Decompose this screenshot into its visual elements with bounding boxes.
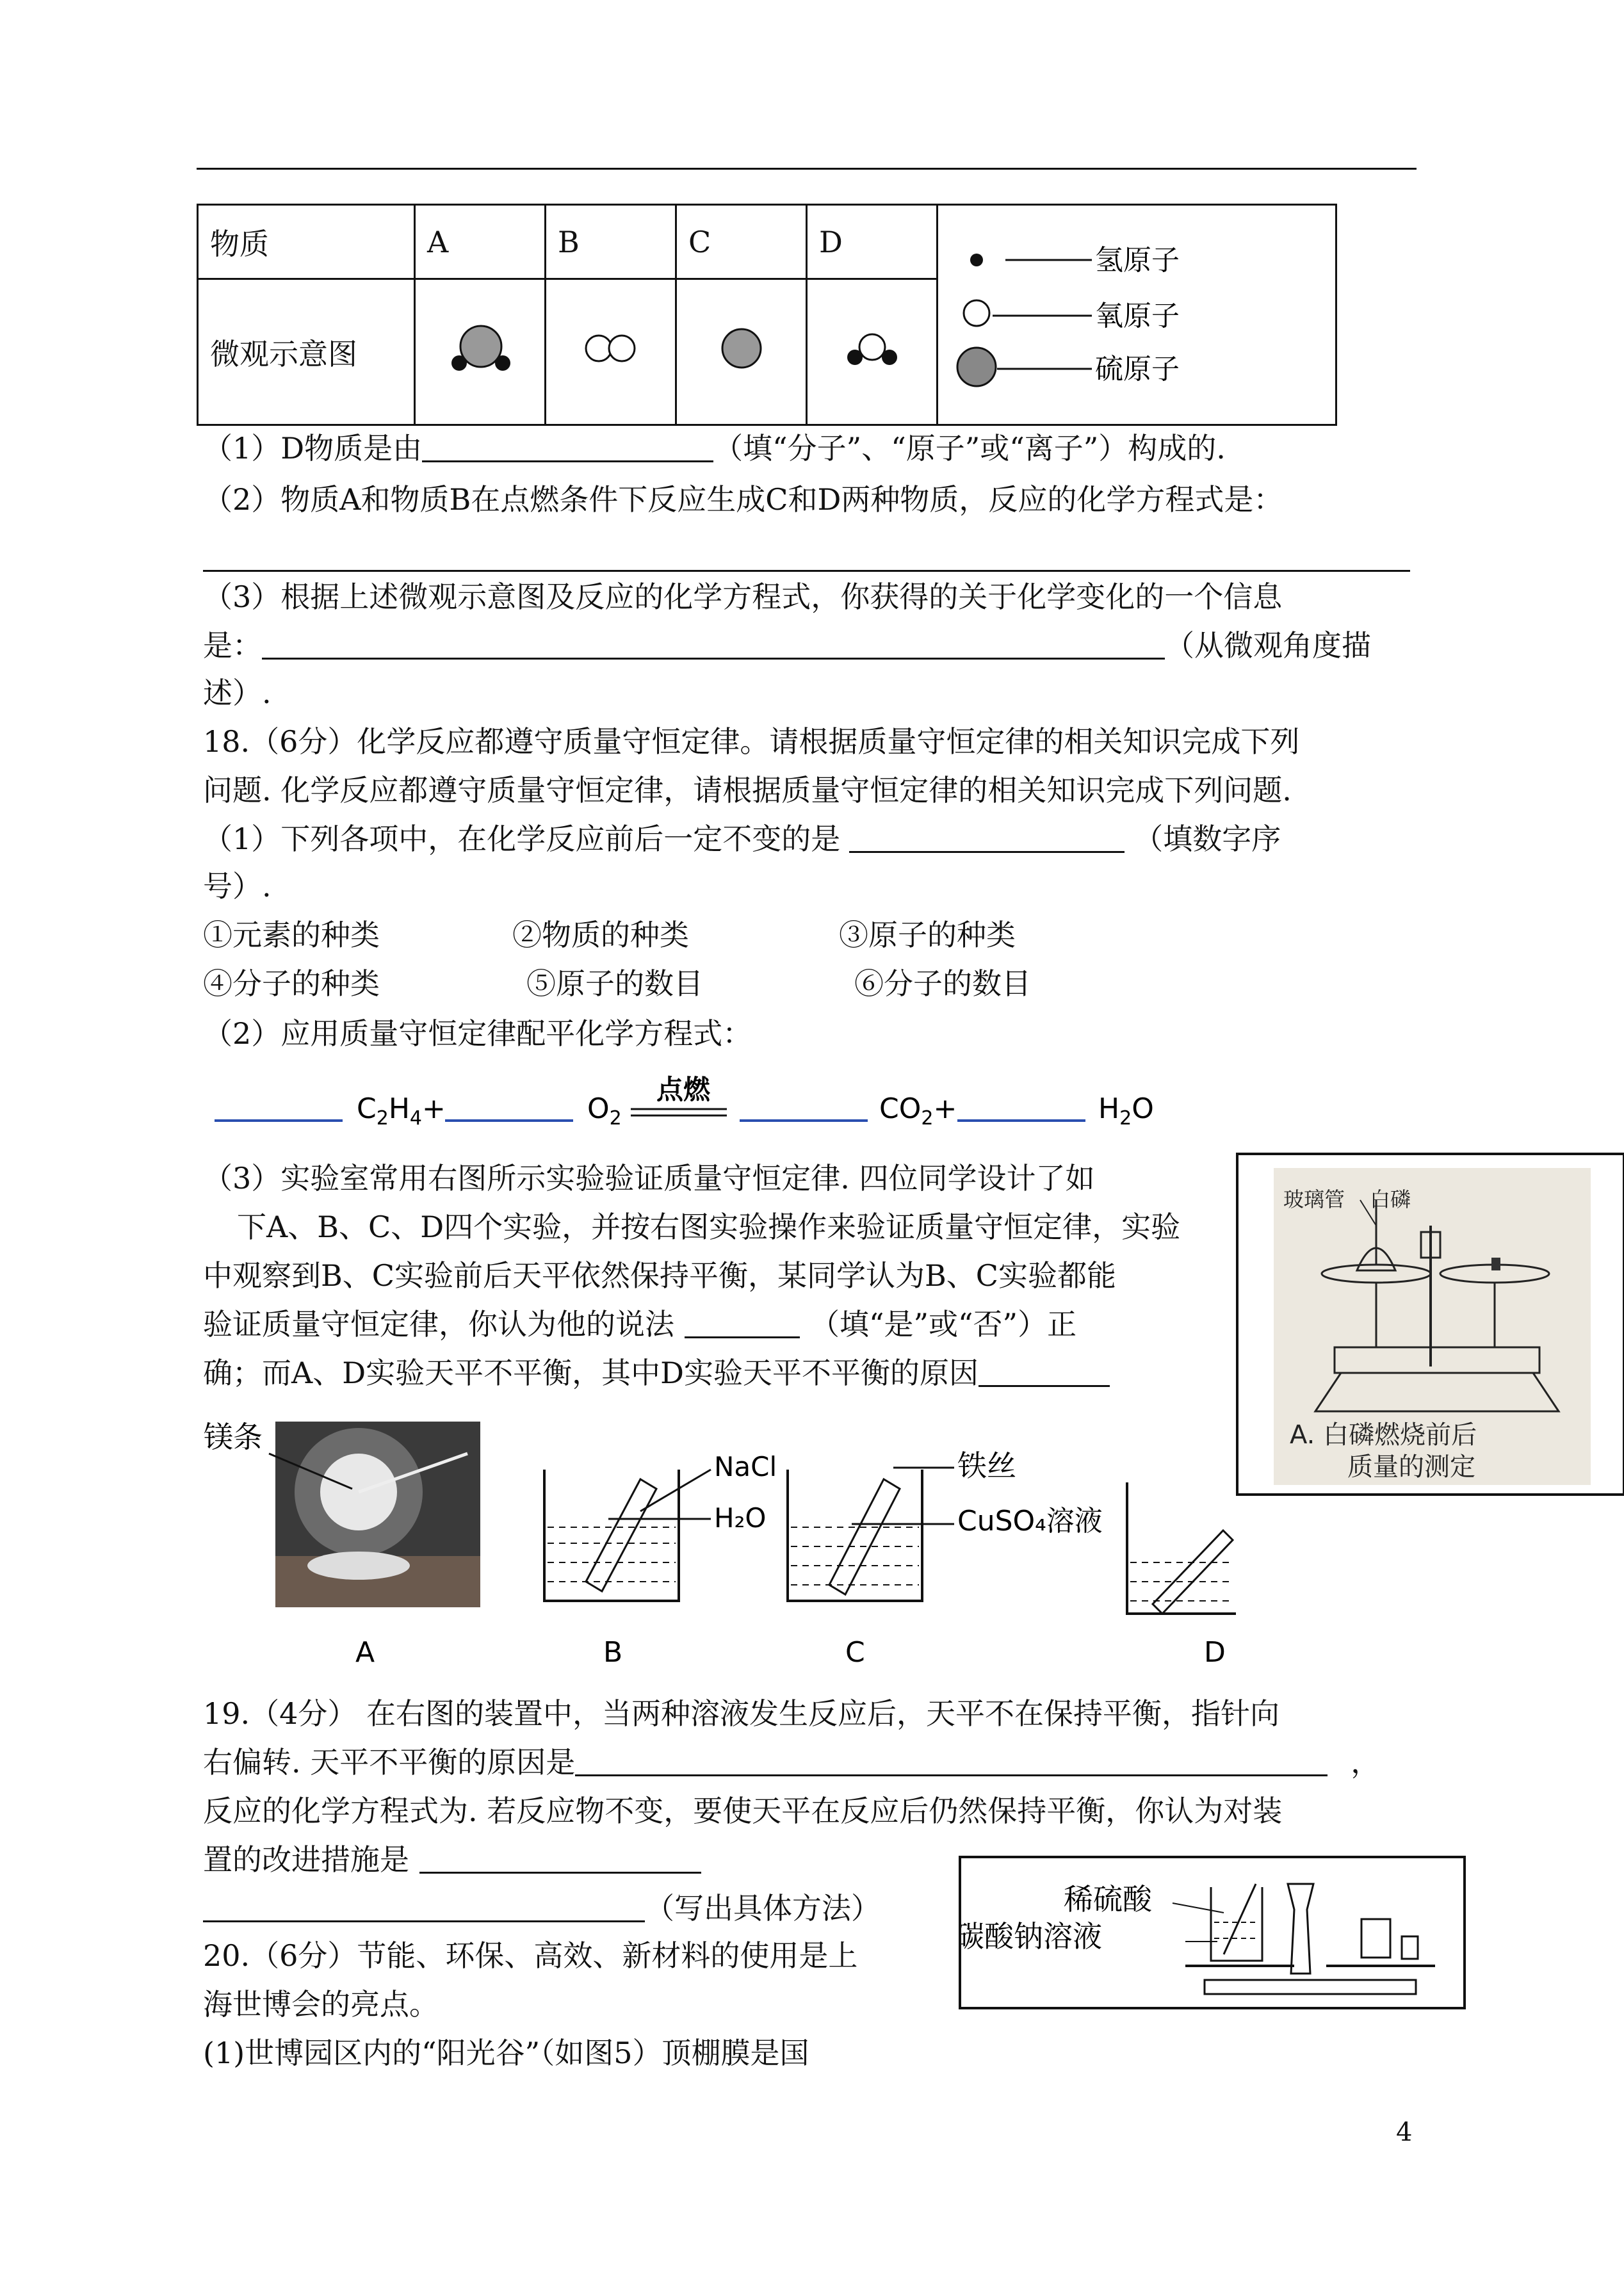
label-nacl: NaCl [714, 1451, 777, 1482]
q20-line2: 海世博会的亮点。 [203, 1987, 439, 2022]
oxygen-atom-icon [964, 300, 989, 326]
label-exp-c: C [845, 1636, 865, 1669]
table-header-cell: 物质 [198, 205, 415, 279]
answer-blank[interactable] [422, 432, 713, 462]
option: ①元素的种类 [203, 918, 380, 952]
legend-cell [938, 205, 1336, 425]
legend-hydrogen: 氢原子 [1095, 244, 1180, 277]
q20-line3: (1)世博园区内的“阳光谷”（如图5）顶棚膜是国 [203, 2036, 809, 2070]
q18-title: 18.（6分）化学反应都遵守质量守恒定律。请根据质量守恒定律的相关知识完成下列 [203, 724, 1300, 759]
answer-blank[interactable] [203, 1892, 645, 1922]
label-dilute-sulfuric-acid: 稀硫酸 [1064, 1882, 1152, 1917]
option: ⑤原子的数目 [526, 966, 703, 1001]
text: 验证质量守恒定律，你认为他的说法 [203, 1307, 674, 1342]
label-sodium-carbonate: 碳酸钠溶液 [961, 1919, 1102, 1954]
formula-o2: $O_2$ [587, 1092, 622, 1130]
text: （从微观角度描 [1165, 628, 1371, 663]
phosphorus-balance-illustration [1238, 1155, 1623, 1493]
figure-caption-line2: 质量的测定 [1347, 1452, 1475, 1482]
text: （写出具体方法） [645, 1891, 881, 1926]
option: ②物质的种类 [512, 918, 689, 952]
label-glass-tube: 玻璃管 [1283, 1187, 1345, 1212]
q18-part1 [203, 820, 1281, 858]
label-mg-ribbon: 镁条 [204, 1420, 263, 1454]
legend-oxygen: 氧原子 [1095, 300, 1180, 332]
q18-part3-f [203, 1354, 1110, 1392]
text: 是： [203, 628, 262, 663]
equation-condition: 点燃 [656, 1074, 711, 1105]
text: 确；而A、D实验天平不平衡，其中D实验天平不平衡的原因 [203, 1356, 978, 1390]
text: 右偏转. 天平不平衡的原因是 [203, 1745, 576, 1780]
q19-balance-figure [959, 1856, 1466, 2009]
h2o-molecule-icon [837, 323, 907, 374]
label-cuso4: CuSO₄溶液 [957, 1505, 1103, 1537]
q18-part3-d [203, 1305, 1076, 1343]
label-white-phosphorus: 白磷 [1370, 1187, 1411, 1212]
formula-co2: $CO_2+$ [879, 1092, 957, 1130]
table-header-cell: B [546, 205, 676, 279]
q17-part1 [203, 429, 1226, 467]
balance-figure [1236, 1153, 1624, 1496]
q18-part2: （2）应用质量守恒定律配平化学方程式： [203, 1016, 752, 1051]
label-exp-a: A [355, 1636, 375, 1669]
formula-h2o: $H_2O$ [1098, 1092, 1154, 1130]
q18-part3-c: 中观察到B、C实验前后天平依然保持平衡，某同学认为B、C实验都能 [203, 1258, 1116, 1293]
atom-legend [938, 206, 1335, 417]
table-header-cell: C [676, 205, 807, 279]
sulfur-atom-icon [957, 348, 996, 386]
q17-part2: （2）物质A和物质B在点燃条件下反应生成C和D两种物质，反应的化学方程式是： [203, 482, 1283, 517]
figure-caption-line1: A. 白磷燃烧前后 [1290, 1420, 1477, 1450]
answer-blank[interactable] [575, 1746, 1328, 1776]
h2s-molecule-icon [445, 313, 516, 384]
q19-line1: 19.（4分） 在右图的装置中，当两种溶液发生反应后，天平不在保持平衡，指针向 [203, 1696, 1280, 1731]
option: ⑥分子的数目 [854, 966, 1031, 1001]
text: （填数字序 [1133, 822, 1281, 856]
q19-line5 [203, 1889, 881, 1927]
molecule-a [415, 279, 546, 425]
q19-line4 [203, 1840, 701, 1879]
o2-molecule-icon [576, 323, 646, 374]
answer-blank[interactable] [262, 629, 1165, 660]
molecule-c [676, 279, 807, 425]
q18-part1-end: 号）. [203, 869, 272, 904]
molecule-b [546, 279, 676, 425]
q17-part3: （3）根据上述微观示意图及反应的化学方程式，你获得的关于化学变化的一个信息 [203, 580, 1283, 614]
q19-line2 [203, 1743, 1380, 1781]
option: ③原子的种类 [839, 918, 1016, 952]
answer-blank[interactable] [685, 1308, 800, 1338]
q18-part3-a: （3）实验室常用右图所示实验验证质量守恒定律. 四位同学设计了如 [203, 1161, 1095, 1196]
table-row-label: 微观示意图 [198, 279, 415, 425]
text: （填“分子”、“原子”或“离子”）构成的. [713, 431, 1226, 466]
text: （填“是”或“否”）正 [810, 1307, 1077, 1342]
answer-blank[interactable] [978, 1357, 1110, 1387]
answer-blank[interactable] [419, 1844, 701, 1874]
table-header-cell: A [415, 205, 546, 279]
q19-line3: 反应的化学方程式为. 若反应物不变，要使天平在反应后仍然保持平衡，你认为对装 [203, 1794, 1283, 1828]
q18-title2: 问题. 化学反应都遵守质量守恒定律，请根据质量守恒定律的相关知识完成下列问题. [203, 773, 1292, 807]
hydrogen-atom-icon [970, 254, 983, 266]
text: （1）D物质是由 [203, 431, 423, 466]
experiments-abcd [199, 1409, 1236, 1684]
q17-part3-cont [203, 626, 1371, 665]
q17-part3-end: 述）. [203, 676, 272, 710]
page-number: 4 [1396, 2118, 1413, 2147]
substance-table [197, 204, 1337, 426]
text: 置的改进措施是 [203, 1842, 409, 1877]
header-rule [197, 168, 1417, 170]
balancing-equation [208, 1071, 1169, 1141]
table-header-cell: D [807, 205, 938, 279]
q20-line1: 20.（6分）节能、环保、高效、新材料的使用是上 [203, 1938, 858, 1973]
text: ， [1351, 1745, 1381, 1780]
label-exp-d: D [1204, 1636, 1226, 1669]
answer-line[interactable] [203, 570, 1410, 572]
label-h2o: H₂O [714, 1502, 767, 1534]
label-iron-wire: 铁丝 [957, 1448, 1016, 1483]
formula-c2h4: $C_2H_4+$ [357, 1092, 446, 1130]
molecule-d [807, 279, 938, 425]
answer-blank[interactable] [849, 823, 1125, 853]
legend-sulfur: 硫原子 [1095, 353, 1180, 385]
q18-part3-b: 下A、B、C、D四个实验，并按右图实验操作来验证质量守恒定律，实验 [237, 1210, 1181, 1244]
text: （1）下列各项中，在化学反应前后一定不变的是 [203, 822, 841, 856]
label-exp-b: B [603, 1636, 623, 1669]
option: ④分子的种类 [203, 966, 380, 1001]
sulfur-molecule-icon [713, 320, 770, 377]
acid-carbonate-balance-illustration [961, 1858, 1463, 2007]
